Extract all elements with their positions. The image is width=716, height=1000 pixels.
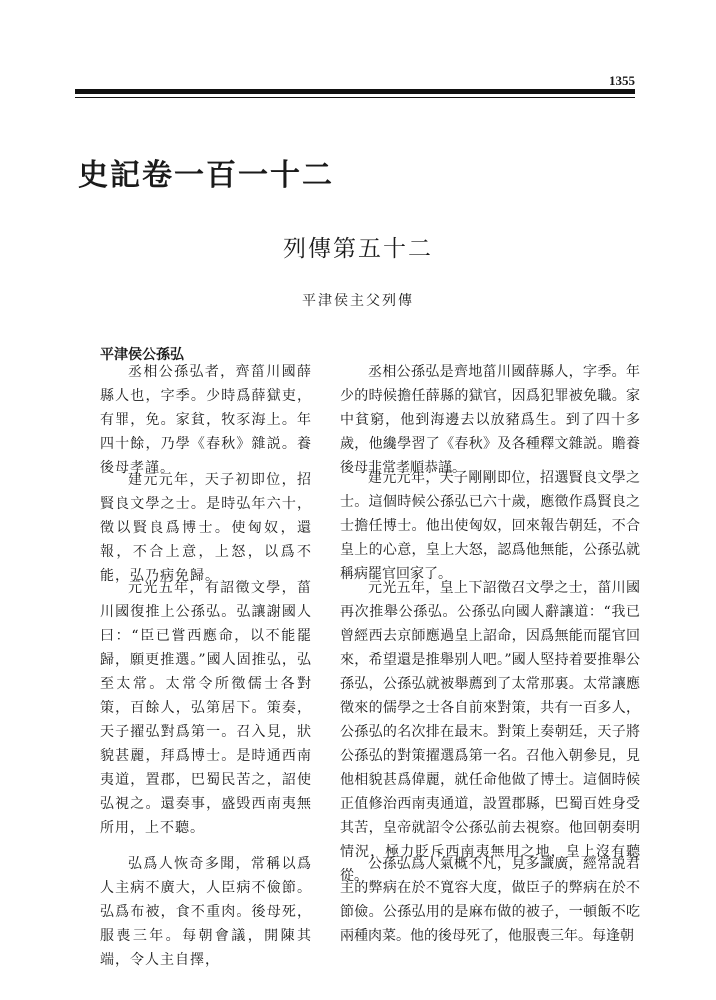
original-paragraph-4: 弘爲人恢奇多聞，常稱以爲人主病不廣大，人臣病不儉節。弘爲布被，食不重肉。後母死，服喪三年。每朝會議，開陳其端，令人主自擇， [100,856,312,968]
section-heading: 平津侯公孫弘 [100,347,184,363]
translation-paragraph-4: 公孫弘爲人氣概不凡，見多識廣，經常説君主的弊病在於不寬容大度，做臣子的弊病在於不節儉。公孫弘用的是麻布做的被子，一頓飯不吃兩種肉菜。他的後母死了，他服喪三年。每逢朝 [340,856,640,944]
original-paragraph-3: 元光五年，有詔徵文學，菑川國復推上公孫弘。弘讓謝國人曰：“臣已嘗西應命，以不能罷歸，願更推選。”國人固推弘，弘至太常。太常令所徵儒士各對策，百餘人，弘第居下。策奏，天子擢弘對爲第一。召入見，狀貌甚麗，拜爲博士。是時通西南夷道，置郡，巴蜀民苦之，詔使弘視之。還奏事，盛毁西南夷無所用，上不聽。 [100,580,312,836]
translation-paragraph-3: 元光五年，皇上下詔徵召文學之士，菑川國再次推舉公孫弘。公孫弘向國人辭讓道：“我已曾經西去京師應過皇上詔命，因爲無能而罷官回來，希望還是推舉别人吧。”國人堅持着要推舉公孫弘，公孫弘就被舉薦到了太常那裏。太常讓應徵來的儒學之士各自前來對策，共有一百多人，公孫弘的名次排在最末。對策上奏朝廷，天子將公孫弘的對策擢選爲第一名。召他入朝參見，見他相貌甚爲偉麗，就任命他做了博士。這個時候正值修治西南夷通道，設置郡縣，巴蜀百姓身受其苦，皇帝就詔令公孫弘前去視察。他回朝奏明情況，極力貶斥西南夷無用之地，皇上沒有聽從。 [340,580,640,884]
page-number: 1355 [609,73,635,88]
translation-paragraph-1: 丞相公孫弘是齊地菑川國薛縣人，字季。年少的時候擔任薛縣的獄官，因爲犯罪被免職。家中貧窮，他到海邊去以放豬爲生。到了四十多歲，他纔學習了《春秋》及各種釋文雜説。贍養後母非常孝順恭謹。 [340,364,640,476]
header-rule-thick [75,89,635,94]
header-rule-thin [75,97,635,98]
translation-paragraph-2: 建元元年，天子剛剛即位，招選賢良文學之士。這個時候公孫弘已六十歲，應徵作爲賢良之士擔任博士。他出使匈奴，回來報告朝廷，不合皇上的心意，皇上大怒，認爲他無能，公孫弘就稱病罷官回家了。 [340,470,640,582]
original-paragraph-1: 丞相公孫弘者，齊菑川國薛縣人也，字季。少時爲薛獄吏，有罪，免。家貧，牧豕海上。年四十餘，乃學《春秋》雜説。養後母孝謹。 [100,364,312,476]
book-title: 史記卷一百一十二 [78,158,334,193]
original-paragraph-2: 建元元年，天子初即位，招賢良文學之士。是時弘年六十，徵以賢良爲博士。使匈奴，還報，不合上意，上怒，以爲不能，弘乃病免歸。 [100,472,312,584]
chapter-title: 列傳第五十二 [283,236,433,262]
chapter-subtitle: 平津侯主父列傳 [302,293,414,309]
